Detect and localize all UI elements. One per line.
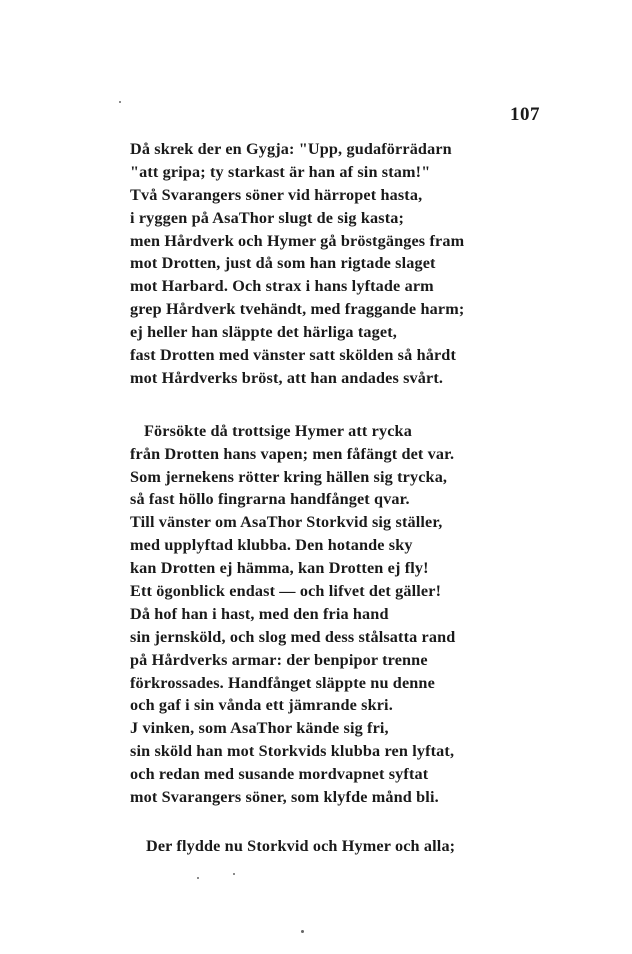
poem-line: Då skrek der en Gygja: "Upp, gudaförrädarn (130, 140, 452, 158)
poem-line: mot Drotten, just då som han rigtade slaget (130, 254, 436, 273)
poem-line: mot Hårdverks bröst, att han andades svårt. (130, 368, 444, 387)
stanza-gap (130, 809, 490, 835)
poem-line: Ett ögonblick endast — och lifvet det gäller! (130, 582, 442, 601)
poem-line: J vinken, som AsaThor kände sig fri, (130, 719, 389, 738)
poem-line: och redan med susande mordvapnet syftat (130, 765, 429, 784)
poem-line: sin jernsköld, och slog med dess stålsatta rand (130, 627, 456, 646)
poem-line: så fast höllo fingrarna handfånget qvar. (130, 490, 410, 509)
poem-line: kan Drotten ej hämma, kan Drotten ej fly! (130, 559, 429, 578)
poem-line: mot Svarangers söner, som klyfde månd bli. (130, 788, 439, 807)
poem-line: Då hof han i hast, med den fria hand (130, 604, 389, 623)
poem-line: Försökte då trottsige Hymer att rycka (144, 421, 412, 440)
stanza-gap (130, 390, 490, 420)
poem-line: grep Hårdverk tvehändt, med fraggande harm; (130, 300, 465, 319)
poem-line: fast Drotten med vänster satt skölden så hårdt (130, 346, 457, 365)
print-speck (301, 930, 304, 933)
poem-line: sin sköld han mot Storkvids klubba ren lyftat, (130, 742, 455, 761)
poem-line: Två Svarangers söner vid härropet hasta, (130, 185, 423, 204)
poem-line: i ryggen på AsaThor slugt de sig kasta; (130, 208, 405, 227)
poem-line: på Hårdverks armar: der benpipor trenne (130, 650, 428, 669)
poem-line: Der flydde nu Storkvid och Hymer och alla; (146, 836, 456, 855)
poem-body (130, 138, 490, 858)
poem-line: ej heller han släppte det härliga taget, (130, 323, 397, 342)
poem-line: Som jernekens rötter kring hällen sig trycka, (130, 467, 448, 486)
poem-line: "att gripa; ty starkast är han af sin stam!" (130, 162, 431, 181)
poem-line: från Drotten hans vapen; men fåfängt det var. (130, 444, 455, 463)
poem-line: mot Harbard. Och strax i hans lyftade arm (130, 277, 434, 296)
stanza-2 (130, 420, 490, 809)
print-speck (197, 877, 199, 879)
stanza-1 (130, 138, 490, 390)
stanza-3 (130, 835, 490, 858)
poem-line: förkrossades. Handfånget släppte nu denne (130, 673, 435, 692)
poem-line: med upplyftad klubba. Den hotande sky (130, 536, 413, 555)
poem-line: men Hårdverk och Hymer gå bröstgänges fram (130, 231, 465, 250)
poem-line: och gaf i sin vånda ett jämrande skri. (130, 696, 393, 715)
print-speck (233, 873, 235, 875)
poem-line: Till vänster om AsaThor Storkvid sig ställer, (130, 513, 443, 532)
page-number: 107 (510, 104, 540, 125)
print-speck (119, 101, 121, 103)
